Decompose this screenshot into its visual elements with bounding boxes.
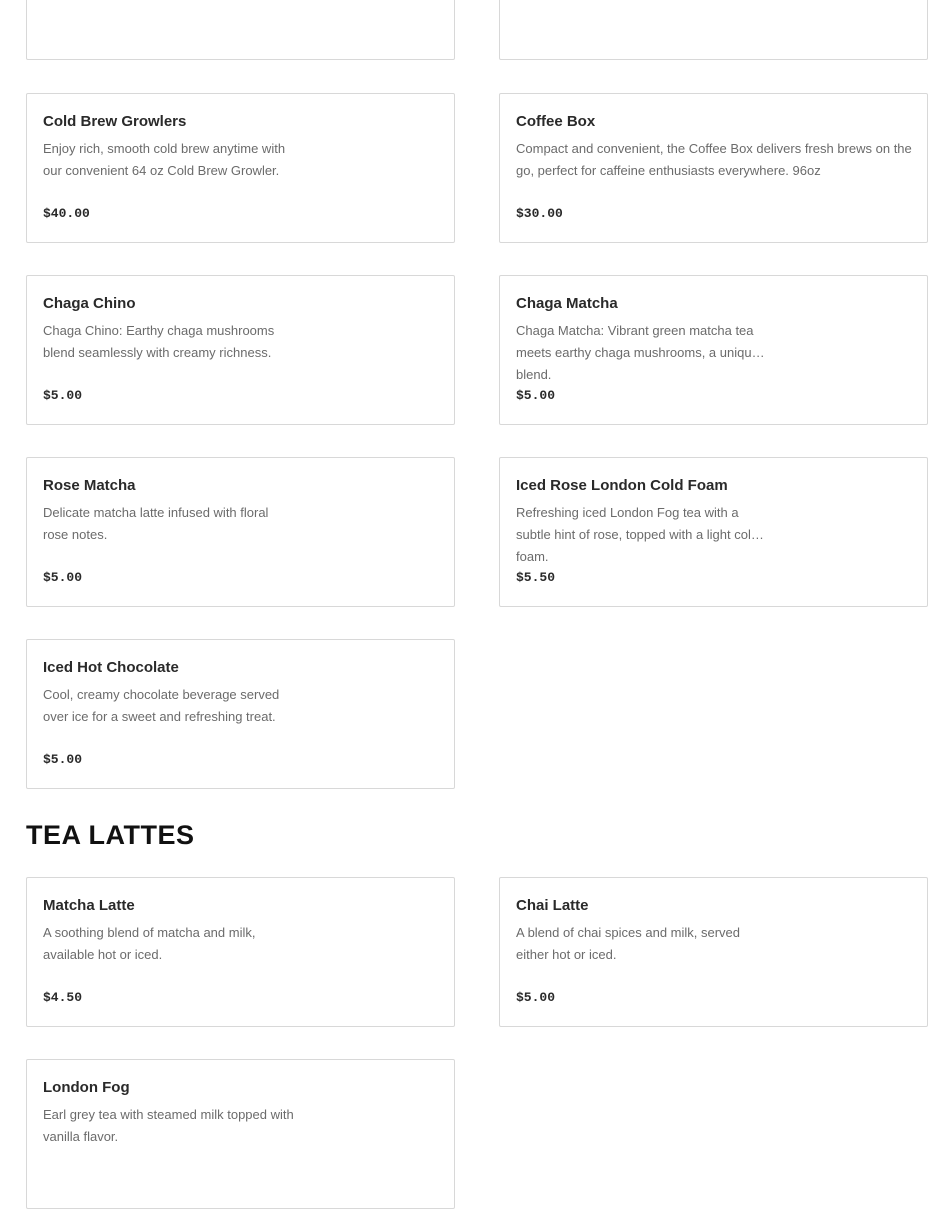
item-name: Coffee Box (516, 113, 596, 130)
menu-item-card-matcha-latte[interactable] (26, 877, 455, 1027)
menu-item-card-coffee-box[interactable] (499, 93, 928, 243)
item-description: A blend of chai spices and milk, served either hot or iced. (516, 925, 741, 962)
menu-item-card-cold-brew-growlers[interactable] (26, 93, 455, 243)
item-price: $5.00 (516, 990, 556, 1005)
menu-item-card-london-fog[interactable] (26, 1059, 455, 1209)
item-description: Chaga Matcha: Vibrant green matcha tea meets earthy chaga mushrooms, a unique blend. (516, 323, 759, 382)
item-price: $5.00 (43, 388, 83, 403)
item-name: Chai Latte (516, 897, 589, 914)
item-price: $5.50 (516, 570, 556, 585)
item-description: Delicate matcha latte infused with floral rose notes. (43, 505, 269, 542)
menu-item-card[interactable] (499, 0, 928, 60)
item-price: $5.00 (516, 388, 556, 403)
item-description: Cool, creamy chocolate beverage served over ice for a sweet and refreshing treat. (43, 687, 280, 724)
item-name: Cold Brew Growlers (43, 113, 187, 130)
item-description: A soothing blend of matcha and milk, available hot or iced. (43, 925, 256, 962)
section-title-tea-lattes: TEA LATTES (26, 820, 195, 850)
menu-item-card-iced-rose-london-cold-foam[interactable] (499, 457, 928, 607)
item-name: Matcha Latte (43, 897, 135, 914)
item-description: Earl grey tea with steamed milk topped with vanilla flavor. (43, 1107, 294, 1144)
item-description: Compact and convenient, the Coffee Box delivers fresh brews on the go, perfect for caffeine enthusiasts everywhere. 96oz (516, 141, 912, 178)
item-price: $4.50 (43, 990, 83, 1005)
item-name: London Fog (43, 1079, 130, 1096)
menu-item-card[interactable] (26, 0, 455, 60)
menu-item-card-chai-latte[interactable] (499, 877, 928, 1027)
item-name: Iced Rose London Cold Foam (516, 477, 728, 494)
item-name: Rose Matcha (43, 477, 136, 494)
menu-item-card-rose-matcha[interactable] (26, 457, 455, 607)
menu-item-card-iced-hot-chocolate[interactable] (26, 639, 455, 789)
item-price: $5.00 (43, 570, 83, 585)
item-name: Chaga Matcha (516, 295, 618, 312)
item-name: Iced Hot Chocolate (43, 659, 179, 676)
item-price: $40.00 (43, 206, 90, 221)
menu-item-card-chaga-matcha[interactable] (499, 275, 928, 425)
item-price: $30.00 (516, 206, 563, 221)
item-description: Enjoy rich, smooth cold brew anytime with our convenient 64 oz Cold Brew Growler. (43, 141, 286, 178)
item-description: Chaga Chino: Earthy chaga mushrooms blend seamlessly with creamy richness. (43, 323, 275, 360)
item-description: Refreshing iced London Fog tea with a subtle hint of rose, topped with a light cold foam. (516, 505, 759, 564)
item-price: $5.00 (43, 752, 83, 767)
menu-item-card-chaga-chino[interactable] (26, 275, 455, 425)
item-name: Chaga Chino (43, 295, 136, 312)
